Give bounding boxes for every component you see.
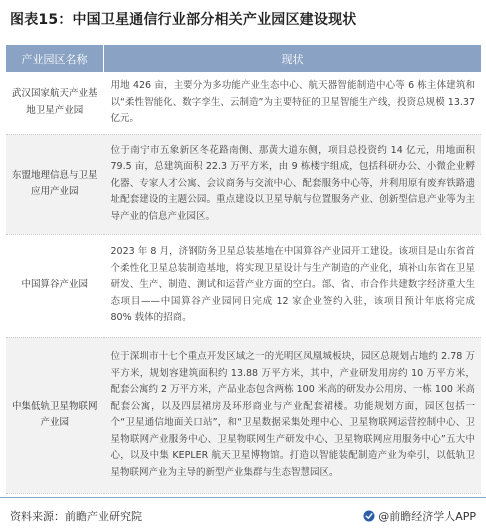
brand-credit [363,508,476,524]
park-name-cell: 东盟地理信息与卫星应用产业园 [6,134,104,234]
table-row [6,134,481,234]
park-name-cell: 中集低轨卫星物联网产业园 [6,337,104,493]
park-name-cell: 中国算谷产业园 [6,234,104,337]
source-note: 资料来源：前瞻产业研究院 [10,510,142,523]
footer [0,497,486,530]
park-status-cell: 用地 426 亩，主要分为多功能产业生态中心、航天器智能制造中心等 6 栋主体建筑和以“柔性智能化、数字孪生、云制造”为主要特征的卫星智能生产线，投资总规模 13.37 亿元。 [104,72,482,134]
park-status-cell: 位于深圳市十七个重点开发区域之一的光明区凤凰城板块，园区总规划占地约 2.78 万平方米，规划容建筑面积约 13.88 万平方米，其中，产业研发用房约 10 万平方米，配套公寓约 2 万平方米，产品业态包含两栋 100 米高的研发办公用房、一栋 100 米高配套公寓，以及四层裙房及环形商业与产业配套裙楼。功能规划方面，园区包括一个“卫星通信地面关口站”，和“卫星数据采集处理中心、卫星物联网运营控制中心、卫星物联网产业服务中心、卫星物联网生产研发中心、卫星物联网应用服务中心”五大中心，以及中集 KEPLER 航天卫星博物馆。打造以智能装配制造产业为牵引，以低轨卫星物联网产业为主导的新型产业集群与生态智慧园区。 [104,337,482,493]
park-status-cell: 位于南宁市五象新区冬花路南侧、那黄大道东侧，项目总投资约 14 亿元，用地面积 79.5 亩，总建筑面积 22.3 万平方米，由 9 栋楼宇组成，包括科研办公、小微企业孵化器、专家人才公寓、会议商务与交流中心、配套服务中心等，并利用原有废弃铁路遗址配套建设的主题公园。重点建设以卫星导航与位置服务产业、创新型信息产业等为主导产业的信息产业园区。 [104,134,482,234]
brand-label: @前瞻经济学人APP [378,510,476,523]
header-status: 现状 [104,45,482,72]
qianzhan-logo-icon [363,510,375,522]
page-title: 图表15：中国卫星通信行业部分相关产业园区建设现状 [10,12,357,28]
park-status-table [6,45,481,494]
table-header-row [6,45,481,72]
park-status-cell: 2023 年 8 月，济钢防务卫星总装基地在中国算谷产业园开工建设。该项目是山东省首个柔性化卫星总装制造基地，将实现卫星设计与生产制造的产业化，填补山东省在卫星研发、生产、制造、测试和运营产业方面的空白。部、省、市合作共建数字经济重大生态项目——中国算谷产业园同日完成 12 家企业签约入驻，该项目预计年底将完成 80% 载体的招商。 [104,234,482,337]
header-park-name: 产业园区名称 [6,45,104,72]
table-row [6,234,481,337]
park-name-cell: 武汉国家航天产业基地卫星产业园 [6,72,104,134]
table-row [6,337,481,493]
table-row [6,72,481,134]
